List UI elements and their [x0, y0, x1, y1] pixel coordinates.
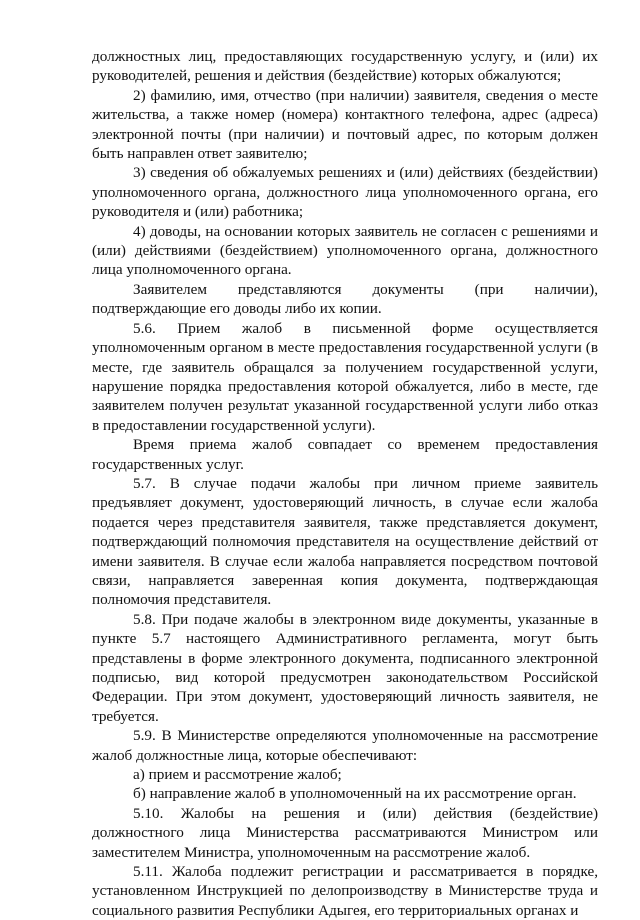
paragraph-5-6: 5.6. Прием жалоб в письменной форме осуществляется уполномоченным органом в месте предоставления государственной услуги (в месте, где заявитель обращался за получением государственной услуги, нарушение порядка предоставления которой обжалуется, либо в месте, где заявителем получен результат указанной государственной услуги либо отказ в предоставлении государственной услуги). — [92, 319, 598, 434]
paragraph-continuation: должностных лиц, предоставляющих государственную услугу, и (или) их руководителей, решения и действия (бездействие) которых обжалуются; — [92, 48, 598, 85]
paragraph-5-10: 5.10. Жалобы на решения и (или) действия (бездействие) должностного лица Министерства рассматриваются Министром или заместителем Министра, уполномоченным на рассмотрение жалоб. — [92, 804, 598, 861]
paragraph-item-4: 4) доводы, на основании которых заявитель не согласен с решениями и (или) действиями (бездействием) уполномоченного органа, должностного лица уполномоченного органа. — [92, 222, 598, 279]
paragraph-documents: Заявителем представляются документы (при наличии), подтверждающие его доводы либо их копии. — [92, 280, 598, 318]
paragraph-5-9: 5.9. В Министерстве определяются уполномоченные на рассмотрение жалоб должностные лица, которые обеспечивают: — [92, 727, 598, 764]
paragraph-item-b: б) направление жалоб в уполномоченный на их рассмотрение орган. — [133, 785, 577, 803]
paragraph-item-3: 3) сведения об обжалуемых решениях и (или) действиях (бездействии) уполномоченного органа, должностного лица уполномоченного органа, его руководителя и (или) работника; — [92, 164, 598, 221]
document-page — [92, 47, 598, 920]
paragraph-5-11: 5.11. Жалоба подлежит регистрации и рассматривается в порядке, установленном Инструкцией по делопроизводству в Министерстве труда и социального развития Республики Адыгея, его территориальных органах и — [92, 863, 598, 919]
paragraph-5-8: 5.8. При подаче жалобы в электронном виде документы, указанные в пункте 5.7 настоящего Административного регламента, могут быть представлены в форме электронного документа, подписанного электронной подписью, вид которой предусмотрен законодательством Российской Федерации. При этом документ, удостоверяющий личность заявителя, не требуется. — [92, 610, 598, 725]
paragraph-5-7: 5.7. В случае подачи жалобы при личном приеме заявитель предъявляет документ, удостоверяющий личность, в случае если жалоба подается через представителя заявителя, также представляется документ, подтверждающий полномочия представителя на осуществление действий от имени заявителя. В случае если жалоба направляется посредством почтовой связи, направляется заверенная копия документа, подтверждающая полномочия представителя. — [92, 474, 598, 609]
paragraph-reception-time: Время приема жалоб совпадает со временем предоставления государственных услуг. — [92, 436, 598, 473]
paragraph-item-a: а) прием и рассмотрение жалоб; — [133, 766, 342, 784]
paragraph-item-2: 2) фамилию, имя, отчество (при наличии) заявителя, сведения о месте жительства, а также номер (номера) контактного телефона, адрес (адреса) электронной почты (при наличии) и почтовый адрес, по которым должен быть направлен ответ заявителю; — [92, 86, 598, 163]
